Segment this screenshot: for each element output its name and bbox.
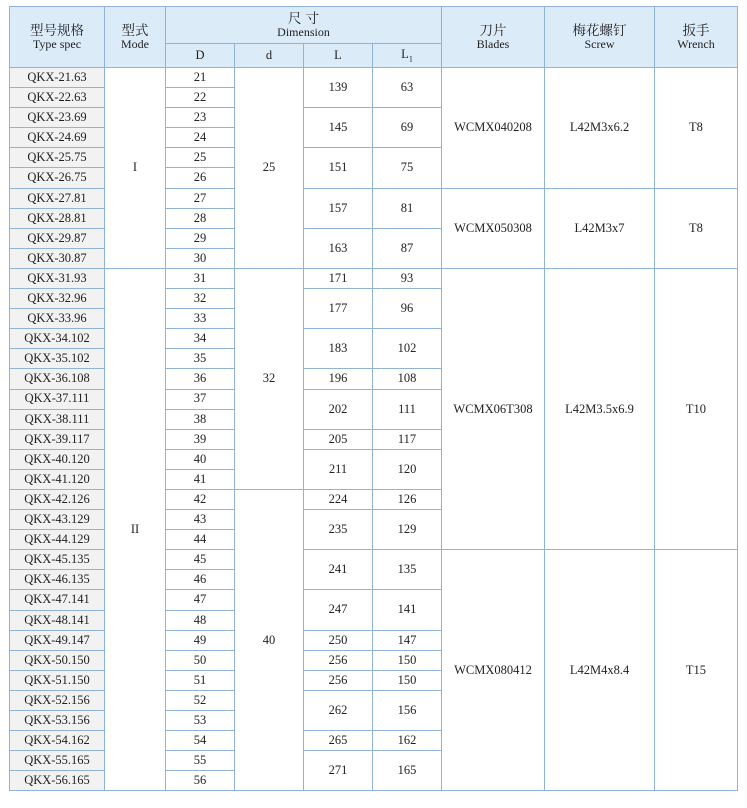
header-wrench <box>655 7 738 68</box>
type-spec-cell: QKX-36.108 <box>10 369 105 389</box>
L1-cell: 165 <box>373 751 442 791</box>
type-spec-cell: QKX-53.156 <box>10 711 105 731</box>
L-cell: 256 <box>304 650 373 670</box>
L-cell: 235 <box>304 510 373 550</box>
type-spec-cell: QKX-51.150 <box>10 670 105 690</box>
D-cell: 32 <box>166 289 235 309</box>
L-cell: 177 <box>304 289 373 329</box>
L1-cell: 135 <box>373 550 442 590</box>
D-cell: 37 <box>166 389 235 409</box>
L1-cell: 150 <box>373 650 442 670</box>
L1-cell: 69 <box>373 108 442 148</box>
type-spec-cell: QKX-43.129 <box>10 510 105 530</box>
L1-cell: 87 <box>373 228 442 268</box>
D-cell: 50 <box>166 650 235 670</box>
spec-table <box>9 6 738 791</box>
D-cell: 21 <box>166 68 235 88</box>
type-spec-cell: QKX-56.165 <box>10 771 105 791</box>
d-cell: 40 <box>235 489 304 790</box>
type-spec-cell: QKX-42.126 <box>10 489 105 509</box>
screw-cell: L42M3x6.2 <box>545 68 655 189</box>
header-L: L <box>304 44 373 68</box>
D-cell: 29 <box>166 228 235 248</box>
type-spec-cell: QKX-37.111 <box>10 389 105 409</box>
L-cell: 224 <box>304 489 373 509</box>
L1-cell: 93 <box>373 268 442 288</box>
mode-cell: II <box>105 268 166 790</box>
D-cell: 25 <box>166 148 235 168</box>
type-spec-cell: QKX-27.81 <box>10 188 105 208</box>
D-cell: 27 <box>166 188 235 208</box>
D-cell: 42 <box>166 489 235 509</box>
type-spec-cell: QKX-32.96 <box>10 289 105 309</box>
L1-cell: 129 <box>373 510 442 550</box>
L1-cell: 81 <box>373 188 442 228</box>
L-cell: 205 <box>304 429 373 449</box>
type-spec-cell: QKX-38.111 <box>10 409 105 429</box>
D-cell: 44 <box>166 530 235 550</box>
header-dimension <box>166 7 442 44</box>
table-body <box>10 68 738 791</box>
type-spec-cell: QKX-39.117 <box>10 429 105 449</box>
L1-cell: 156 <box>373 690 442 730</box>
L1-cell: 126 <box>373 489 442 509</box>
D-cell: 23 <box>166 108 235 128</box>
header-L1-base: L <box>401 46 409 61</box>
header-type-spec <box>10 7 105 68</box>
type-spec-cell: QKX-30.87 <box>10 248 105 268</box>
L-cell: 151 <box>304 148 373 188</box>
L1-cell: 141 <box>373 590 442 630</box>
header-screw <box>545 7 655 68</box>
type-spec-cell: QKX-35.102 <box>10 349 105 369</box>
blade-cell: WCMX040208 <box>442 68 545 189</box>
L-cell: 171 <box>304 268 373 288</box>
blade-cell: WCMX050308 <box>442 188 545 268</box>
header-type-spec-zh: 型号规格 <box>30 22 84 39</box>
D-cell: 39 <box>166 429 235 449</box>
L-cell: 265 <box>304 731 373 751</box>
type-spec-cell: QKX-25.75 <box>10 148 105 168</box>
L1-cell: 63 <box>373 68 442 108</box>
header-dimension-en: Dimension <box>277 24 330 39</box>
D-cell: 36 <box>166 369 235 389</box>
D-cell: 49 <box>166 630 235 650</box>
L-cell: 139 <box>304 68 373 108</box>
header-D: D <box>166 44 235 68</box>
D-cell: 40 <box>166 449 235 469</box>
type-spec-cell: QKX-22.63 <box>10 88 105 108</box>
wrench-cell: T15 <box>655 550 738 791</box>
header-mode-zh: 型式 <box>121 22 149 39</box>
header-blades <box>442 7 545 68</box>
L1-cell: 120 <box>373 449 442 489</box>
D-cell: 30 <box>166 248 235 268</box>
blade-cell: WCMX080412 <box>442 550 545 791</box>
d-cell: 25 <box>235 68 304 269</box>
type-spec-cell: QKX-52.156 <box>10 690 105 710</box>
L-cell: 262 <box>304 690 373 730</box>
L-cell: 163 <box>304 228 373 268</box>
L1-cell: 102 <box>373 329 442 369</box>
L1-cell: 147 <box>373 630 442 650</box>
D-cell: 34 <box>166 329 235 349</box>
type-spec-cell: QKX-26.75 <box>10 168 105 188</box>
L-cell: 196 <box>304 369 373 389</box>
header-L1 <box>373 44 442 68</box>
L-cell: 256 <box>304 670 373 690</box>
D-cell: 43 <box>166 510 235 530</box>
header-row-1 <box>10 7 738 44</box>
type-spec-cell: QKX-47.141 <box>10 590 105 610</box>
table-row <box>10 268 738 288</box>
type-spec-cell: QKX-54.162 <box>10 731 105 751</box>
D-cell: 48 <box>166 610 235 630</box>
screw-cell: L42M4x8.4 <box>545 550 655 791</box>
header-mode-en: Mode <box>121 36 149 51</box>
D-cell: 26 <box>166 168 235 188</box>
type-spec-cell: QKX-33.96 <box>10 309 105 329</box>
D-cell: 41 <box>166 469 235 489</box>
type-spec-cell: QKX-41.120 <box>10 469 105 489</box>
D-cell: 51 <box>166 670 235 690</box>
L-cell: 247 <box>304 590 373 630</box>
header-mode <box>105 7 166 68</box>
wrench-cell: T10 <box>655 268 738 549</box>
header-screw-en: Screw <box>584 36 615 51</box>
D-cell: 54 <box>166 731 235 751</box>
mode-cell: I <box>105 68 166 269</box>
D-cell: 35 <box>166 349 235 369</box>
D-cell: 45 <box>166 550 235 570</box>
type-spec-cell: QKX-46.135 <box>10 570 105 590</box>
L-cell: 183 <box>304 329 373 369</box>
L1-cell: 111 <box>373 389 442 429</box>
header-dimension-zh: 尺 寸 <box>287 10 320 27</box>
L-cell: 241 <box>304 550 373 590</box>
L1-cell: 162 <box>373 731 442 751</box>
type-spec-cell: QKX-31.93 <box>10 268 105 288</box>
screw-cell: L42M3.5x6.9 <box>545 268 655 549</box>
L1-cell: 150 <box>373 670 442 690</box>
L-cell: 250 <box>304 630 373 650</box>
D-cell: 24 <box>166 128 235 148</box>
type-spec-cell: QKX-21.63 <box>10 68 105 88</box>
L-cell: 211 <box>304 449 373 489</box>
type-spec-cell: QKX-49.147 <box>10 630 105 650</box>
L1-cell: 96 <box>373 289 442 329</box>
D-cell: 46 <box>166 570 235 590</box>
D-cell: 55 <box>166 751 235 771</box>
L-cell: 157 <box>304 188 373 228</box>
type-spec-cell: QKX-29.87 <box>10 228 105 248</box>
type-spec-cell: QKX-55.165 <box>10 751 105 771</box>
header-L1-subscript: 1 <box>408 54 413 64</box>
type-spec-cell: QKX-28.81 <box>10 208 105 228</box>
D-cell: 47 <box>166 590 235 610</box>
wrench-cell: T8 <box>655 188 738 268</box>
blade-cell: WCMX06T308 <box>442 268 545 549</box>
type-spec-cell: QKX-44.129 <box>10 530 105 550</box>
L-cell: 202 <box>304 389 373 429</box>
header-blades-zh: 刀片 <box>479 22 507 39</box>
D-cell: 33 <box>166 309 235 329</box>
L1-cell: 75 <box>373 148 442 188</box>
header-wrench-zh: 扳手 <box>682 22 710 39</box>
D-cell: 52 <box>166 690 235 710</box>
D-cell: 28 <box>166 208 235 228</box>
D-cell: 38 <box>166 409 235 429</box>
screw-cell: L42M3x7 <box>545 188 655 268</box>
type-spec-cell: QKX-50.150 <box>10 650 105 670</box>
D-cell: 53 <box>166 711 235 731</box>
table-row <box>10 68 738 88</box>
wrench-cell: T8 <box>655 68 738 189</box>
header-screw-zh: 梅花螺钉 <box>572 22 627 39</box>
d-cell: 32 <box>235 268 304 489</box>
header-d: d <box>235 44 304 68</box>
type-spec-cell: QKX-24.69 <box>10 128 105 148</box>
type-spec-cell: QKX-48.141 <box>10 610 105 630</box>
D-cell: 31 <box>166 268 235 288</box>
spec-table-wrapper <box>9 6 738 791</box>
header-blades-en: Blades <box>476 36 510 51</box>
type-spec-cell: QKX-23.69 <box>10 108 105 128</box>
header-type-spec-en: Type spec <box>32 36 82 51</box>
L-cell: 145 <box>304 108 373 148</box>
L-cell: 271 <box>304 751 373 791</box>
type-spec-cell: QKX-40.120 <box>10 449 105 469</box>
L1-cell: 108 <box>373 369 442 389</box>
type-spec-cell: QKX-45.135 <box>10 550 105 570</box>
header-wrench-en: Wrench <box>677 36 715 51</box>
L1-cell: 117 <box>373 429 442 449</box>
type-spec-cell: QKX-34.102 <box>10 329 105 349</box>
D-cell: 22 <box>166 88 235 108</box>
D-cell: 56 <box>166 771 235 791</box>
